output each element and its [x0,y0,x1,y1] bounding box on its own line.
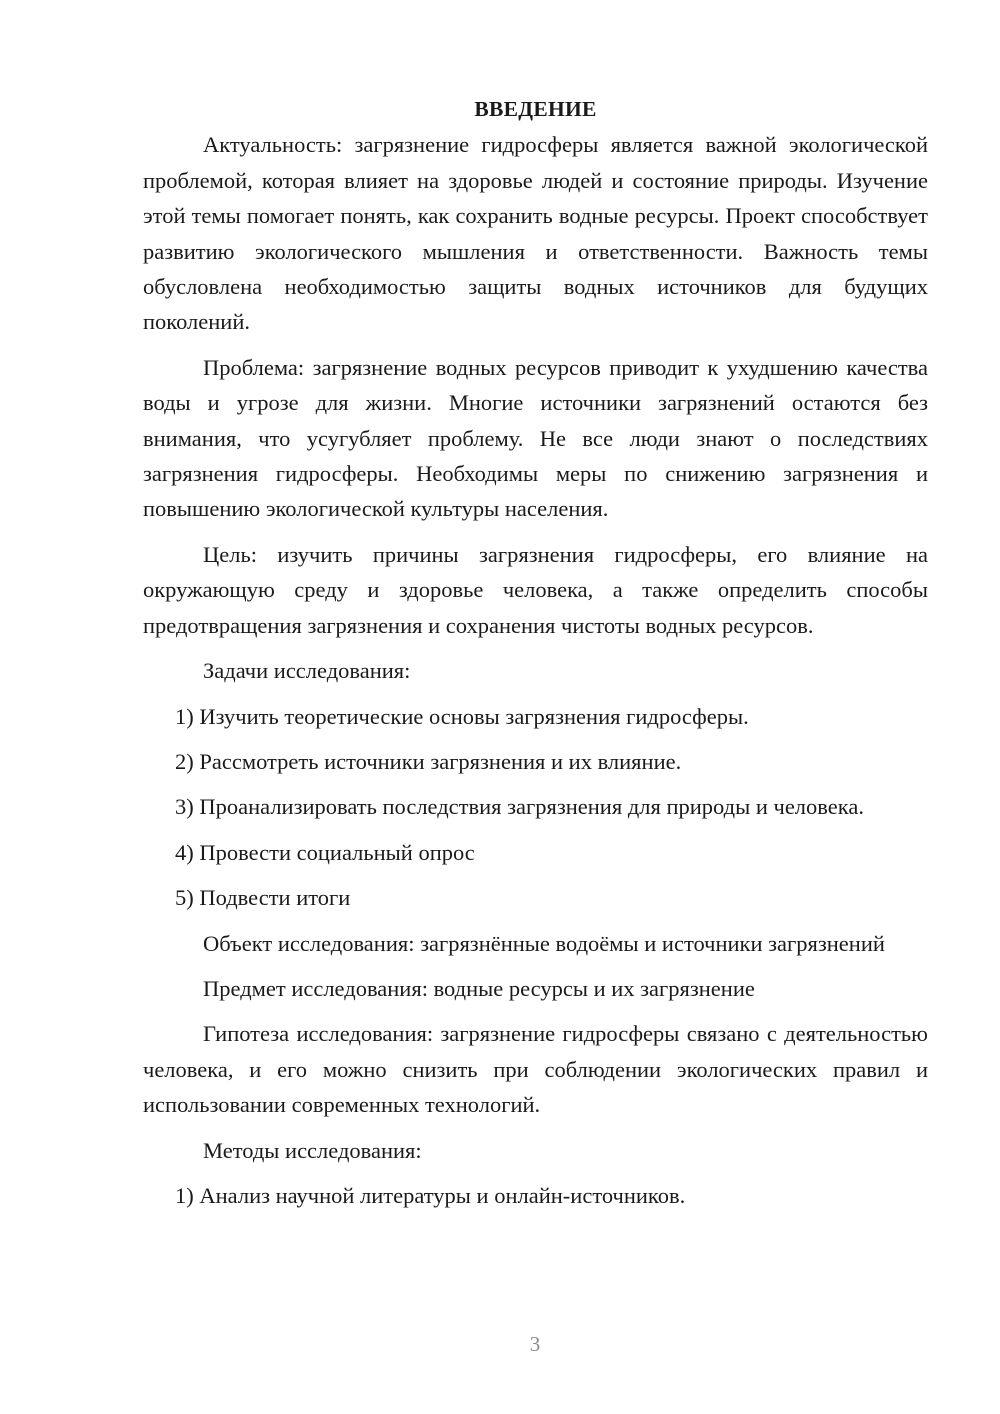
methods-heading: Методы исследования: [203,1137,422,1163]
tasks-heading: Задачи исследования: [203,658,411,684]
page-number: 3 [529,1332,541,1356]
paragraph-hypothesis: Гипотеза исследования: загрязнение гидросферы связано с деятельностью человека, и его можно снизить при соблюдении экологических правил и использовании современных технологий. [143,1021,928,1118]
paragraph-object: Объект исследования: загрязнённые водоёмы и источники загрязнений [203,930,885,956]
task-item-3: 3) Проанализировать последствия загрязнения для природы и человека. [175,794,864,820]
task-item-2: 2) Рассмотреть источники загрязнения и их влияние. [175,748,682,774]
paragraph-problem: Проблема: загрязнение водных ресурсов приводит к ухудшению качества воды и угрозе для жизни. Многие источники загрязнений остаются без внимания, что усугубляет проблему. Не все люди знают о последствиях загрязнения гидросферы. Необходимы меры по снижению загрязнения и повышению экологической культуры населения. [143,354,928,522]
page-title: ВВЕДЕНИЕ [474,97,597,121]
task-item-1: 1) Изучить теоретические основы загрязнения гидросферы. [175,703,749,729]
paragraph-goal: Цель: изучить причины загрязнения гидросферы, его влияние на окружающую среду и здоровье человека, а также определить способы предотвращения загрязнения и сохранения чистоты водных ресурсов. [143,541,928,638]
task-item-4: 4) Провести социальный опрос [175,839,475,865]
method-item-1: 1) Анализ научной литературы и онлайн-источников. [175,1182,686,1208]
document-page [143,92,928,1213]
task-item-5: 5) Подвести итоги [175,885,351,911]
paragraph-subject: Предмет исследования: водные ресурсы и их загрязнение [203,975,755,1001]
paragraph-relevance: Актуальность: загрязнение гидросферы является важной экологической проблемой, которая влияет на здоровье людей и состояние природы. Изучение этой темы помогает понять, как сохранить водные ресурсы. Проект способствует развитию экологического мышления и ответственности. Важность темы обусловлена необходимостью защиты водных источников для будущих поколений. [143,132,928,335]
